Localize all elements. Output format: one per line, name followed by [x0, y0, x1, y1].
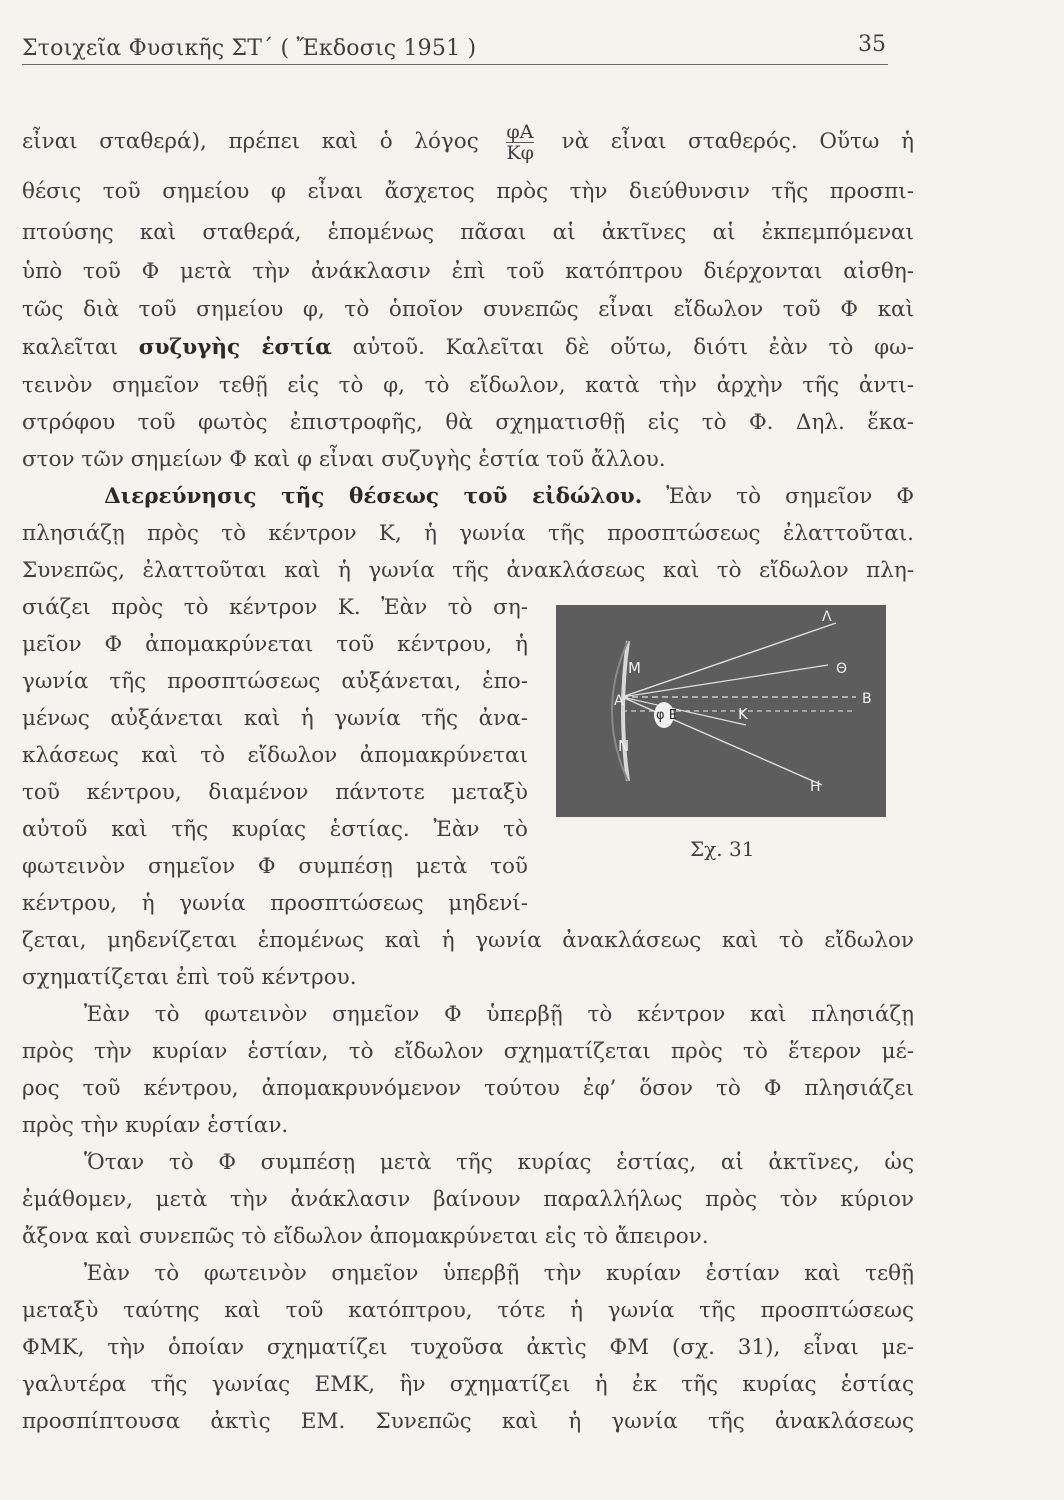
text-line-14: μεῖον Φ ἀπομακρύνεται τοῦ κέντρου, ἡ: [22, 632, 528, 657]
label-H: Η: [810, 779, 821, 795]
text-line-31: Ἐὰν τὸ φωτεινὸν σημεῖον ὑπερβῇ τὴν κυρίαν ἑστίαν καὶ τεθῇ: [84, 1261, 914, 1286]
text-line-21: κέντρου, ἡ γωνία προσπτώσεως μηδενί-: [22, 891, 528, 916]
text-line-32: μεταξὺ ταύτης καὶ τοῦ κατόπτρου, τότε ἡ γωνία τῆς προσπτώσεως: [22, 1298, 914, 1323]
text-line-11: πλησιάζῃ πρὸς τὸ κέντρον Κ, ἡ γωνία τῆς προσπτώσεως ἐλαττοῦται.: [22, 521, 914, 546]
ratio-fraction: [506, 122, 534, 163]
text-line-7: τεινὸν σημεῖον τεθῇ εἰς τὸ φ, τὸ εἴδωλον, κατὰ τὴν ἀρχὴν τῆς ἀντι-: [22, 373, 914, 398]
label-A: Α: [614, 693, 624, 709]
text-line-10: [22, 482, 914, 512]
text-line-6: [22, 333, 914, 363]
text-line-35: προσπίπτουσα ἀκτὶς ΕΜ. Συνεπῶς καὶ ἡ γωνία τῆς ἀνακλάσεως: [22, 1409, 914, 1434]
text-line-29: ἐμάθομεν, μετὰ τὴν ἀνάκλασιν βαίνουν παραλλήλως πρὸς τὸν κύριον: [22, 1187, 914, 1212]
term-conjugate-focus: συζυγὴς ἑστία: [138, 335, 332, 360]
text-line-28: Ὅταν τὸ Φ συμπέσῃ μετὰ τῆς κυρίας ἑστίας, αἱ ἀκτῖνες, ὡς: [84, 1150, 914, 1175]
fraction-denominator: Κφ: [506, 141, 534, 164]
text-line-13: σιάζει πρὸς τὸ κέντρον Κ. Ἐὰν τὸ ση-: [22, 595, 528, 620]
text-line-25: πρὸς τὴν κυρίαν ἑστίαν, τὸ εἴδωλον σχηματίζεται πρὸς τὸ ἕτερον μέ-: [22, 1039, 914, 1064]
label-N: Ν: [618, 737, 630, 755]
label-M: Μ: [628, 659, 641, 677]
text-line-1: [22, 120, 914, 164]
text-line-33: ΦΜΚ, τὴν ὁποίαν σχηματίζει τυχοῦσα ἀκτὶς ΦΜ (σχ. 31), εἶναι με-: [22, 1335, 914, 1360]
label-Theta: Θ: [836, 661, 848, 677]
text-line-17: κλάσεως καὶ τὸ εἴδωλον ἀπομακρύνεται: [22, 743, 528, 768]
text-line-12: Συνεπῶς, ἐλαττοῦται καὶ ἡ γωνία τῆς ἀνακλάσεως καὶ τὸ εἴδωλον πλη-: [22, 558, 914, 583]
text-line-8: στρόφου τοῦ φωτὸς ἐπιστροφῆς, θὰ σχηματισθῇ εἰς τὸ Φ. Δηλ. ἕκα-: [22, 410, 914, 435]
header-rule: [22, 64, 888, 65]
text-line-6c: αὐτοῦ. Καλεῖται δὲ οὕτω, διότι ἐὰν τὸ φω-: [352, 335, 914, 360]
text-line-3: πτούσης καὶ σταθερά, ἑπομένως πᾶσαι αἱ ἀκτῖνες αἱ ἐκπεμπόμεναι: [22, 220, 914, 245]
text-line-26: ρος τοῦ κέντρου, ἀπομακρυνόμενον τούτου ἐφ’ ὅσον τὸ Φ πλησιάζει: [22, 1076, 914, 1101]
text-line-22: ζεται, μηδενίζεται ἑπομένως καὶ ἡ γωνία ἀνακλάσεως καὶ τὸ εἴδωλον: [22, 928, 914, 953]
text-line-10b: Ἐὰν τὸ σημεῖον Φ: [666, 484, 914, 509]
text-line-27: πρὸς τὴν κυρίαν ἑστίαν.: [22, 1113, 289, 1138]
mirror-diagram-svg: [556, 605, 886, 817]
text-line-6a: καλεῖται: [22, 335, 118, 360]
text-line-19: αὐτοῦ καὶ τῆς κυρίας ἑστίας. Ἐὰν τὸ: [22, 817, 528, 842]
figure-caption: Σχ. 31: [690, 837, 755, 861]
text-line-1b: νὰ εἶναι σταθερός. Οὕτω ἡ: [561, 129, 914, 154]
text-line-16: μένως αὐξάνεται καὶ ἡ γωνία τῆς ἀνα-: [22, 706, 528, 731]
mirror-figure: [556, 605, 886, 817]
page-number: 35: [858, 32, 886, 57]
text-line-9: στον τῶν σημείων Φ καὶ φ εἶναι συζυγὴς ἑστία τοῦ ἄλλου.: [22, 447, 666, 472]
text-line-18: τοῦ κέντρου, διαμένον πάντοτε μεταξὺ: [22, 780, 528, 805]
label-phi-E: φ Ε: [656, 708, 677, 723]
text-line-4: ὑπὸ τοῦ Φ μετὰ τὴν ἀνάκλασιν ἐπὶ τοῦ κατόπτρου διέρχονται αἰσθη-: [22, 259, 914, 284]
text-line-30: ἄξονα καὶ συνεπῶς τὸ εἴδωλον ἀπομακρύνεται εἰς τὸ ἄπειρον.: [22, 1224, 709, 1249]
label-K: Κ: [738, 705, 748, 723]
text-line-2: θέσις τοῦ σημείου φ εἶναι ἄσχετος πρὸς τὴν διεύθυνσιν τῆς προσπι-: [22, 179, 914, 204]
label-B: Β: [862, 691, 872, 707]
text-line-1a: εἶναι σταθερά), πρέπει καὶ ὁ λόγος: [22, 129, 479, 154]
text-line-23: σχηματίζεται ἐπὶ τοῦ κέντρου.: [22, 965, 357, 990]
text-line-24: Ἐὰν τὸ φωτεινὸν σημεῖον Φ ὑπερβῇ τὸ κέντρον καὶ πλησιάζῃ: [84, 1002, 914, 1027]
text-line-34: γαλυτέρα τῆς γωνίας ΕΜΚ, ἣν σχηματίζει ἡ ἐκ τῆς κυρίας ἑστίας: [22, 1372, 914, 1397]
running-header-title: Στοιχεῖα Φυσικῆς ΣΤ΄ ( Ἔκδοσις 1951 ): [22, 36, 477, 61]
text-line-5: τῶς διὰ τοῦ σημείου φ, τὸ ὁποῖον συνεπῶς εἶναι εἴδωλον τοῦ Φ καὶ: [22, 297, 914, 322]
fraction-numerator: φΑ: [506, 120, 534, 143]
label-Lambda: Λ: [822, 609, 832, 625]
text-line-20: φωτεινὸν σημεῖον Φ συμπέσῃ μετὰ τοῦ: [22, 854, 528, 879]
section-heading: Διερεύνησις τῆς θέσεως τοῦ εἰδώλου.: [104, 484, 643, 509]
text-line-15: γωνία τῆς προσπτώσεως αὐξάνεται, ἑπο-: [22, 669, 528, 694]
